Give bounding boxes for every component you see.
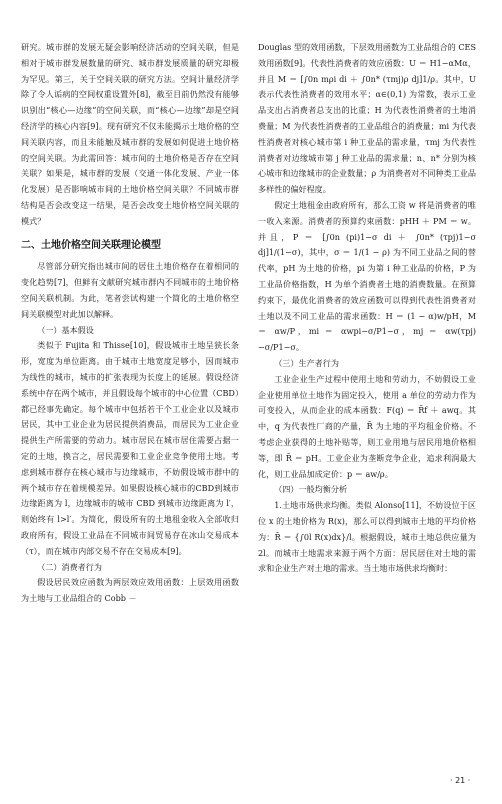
section-intro-paragraph: 尽管部分研究指出城市间的居住土地价格存在着相同的变化趋势[7]，但鲜有文献研究城市群内不同城市的土地价格空间关联机制。为此，笔者尝试构建一个简化的土地价格空间关联模型对此加以解释。 [21, 261, 239, 319]
right-column [258, 40, 476, 577]
subheading-basic-assumptions: （一）基本假设 [37, 324, 94, 335]
producer-paragraph: 工业企业生产过程中使用土地和劳动力，不妨假设工业企业使用单位土地作为固定投入，使用 a 单位的劳动力作为可变投入，从而企业的成本函数：F(q) ＝ R̄f ＋ awq。其中，q 为代表性厂商的产量，R̄ 为土地的平均租金价格。不考虑企业获得的土地补贴等，则工业用地与居民用地价格相等，即 R̄ ＝ pH。工业企业为垄断竞争企业，追求利润最大化，则工业品加成定价：p ＝ aw/ρ。 [258, 373, 476, 479]
left-column [21, 40, 239, 607]
utility-function-paragraph: Douglas 型的效用函数，下层效用函数为工业品组合的 CES 效用函数[9]。代表性消费者的效应函数：U ＝ H1−αMα，并且 M ＝ [∫0n mρi di ＋ ∫0n* (τmj)ρ dj]1/ρ。其中，U 表示代表性消费者的效用水平；α∈(0,1) 为常数，表示工业品支出占消费者总支出的比重；H 为代表性消费者的土地消费量；M 为代表性消费者的工业品组合的消费量；mi 为代表性消费者对核心城市第 i 种工业品的需求量，τmj 为代表性消费者对边缘城市第 j 种工业品的需求量；n、n* 分别为核心城市和边缘城市的企业数量；ρ 为消费者对不同种类工业品多样性的偏好程度。 [258, 42, 476, 195]
land-market-paragraph: 1.土地市场供求均衡。类似 Alonso[11]，不妨设位于区位 x 的土地价格为 R(x)，那么可以得到城市土地的平均价格为：R̄ ＝ {∫0l R(x)dx}/l。根据假设，城市土地总供应量为 2l。而城市土地需求来源于两个方面：居民居住对土地的需求和企业生产对土地的需求。当土地市场供求均衡时： [258, 500, 476, 574]
budget-constraint-paragraph: 假定土地租金由政府所有，那么工资 w 将是消费者的唯一收入来源。消费者的预算约束函数：pHH ＋ PM ＝ w。并且，P ＝ [∫0n (pi)1−σ di ＋ ∫0n* (τpj)1−σ dj]1/(1−σ)，其中，σ ＝ 1/(1 − ρ) 为不同工业品之间的替代率，pH 为土地的价格，pi 为第 i 种工业品的价格，P 为工业品价格指数，H 为单个消费者土地的消费数量。在预算约束下，最优化消费者的效应函数可以得到代表性消费者对土地以及不同工业品的需求函数：H ＝ (1 − α)w/pH，M ＝ αw/P，mi ＝ αwpi−σ/P1−σ，mj ＝ αw(τpj)−σ/P1−σ。 [258, 199, 476, 353]
assumption-paragraph: 类似于 Fujita 和 Thisse[10]，假设城市土地呈狭长条形，宽度为单位距离。由于城市土地宽度足够小，因而城市为线性的城市，城市的扩张表现为长度上的延展。假设经济系统中存在两个城市，并且假设每个城市的中心位置（CBD）都已经事先确定。每个城市中包括若干个工业企业以及城市居民，其中工业企业为居民提供消费品，而居民为工业企业提供生产所需要的劳动力。城市居民在城市居住需要占据一定的土地，换言之，居民需要和工业企业竞争使用土地。考虑到城市群存在核心城市与边缘城市，不妨假设城市群中的两个城市存在着规模差异。如果假设核心城市的CBD到城市边缘距离为 l，边缘城市的城市 CBD 到城市边缘距离为 l′，则始终有 l>l′。为简化，假设所有的土地租金收入全部收归政府所有，假设工业品在不同城市间贸易存在冰山交易成本（τ），而在城市内部交易不存在交易成本[9]。 [21, 340, 239, 556]
intro-paragraph: 研究。城市群的发展无疑会影响经济活动的空间关联，但是相对于城市群发展数量的研究、城市群发展质量的研究却极为罕见。第三，关于空间关联的研究方法。空间计量经济学除了令人诟病的空间权重设置外[8]，截至目前仍然没有能够识别出“核心—边缘”的空间关联，而“核心—边缘”却是空间经济学的核心内容[9]。现有研究不仅未能揭示土地价格的空间关联内容，而且未能触及城市群的发展如何促进土地价格的空间关联。为此需回答：城市间的土地价格是否存在空间关联？如果是，城市群的发展（交通一体化发展、产业一体化发展）是否影响城市间的土地价格空间关联？不同城市群结构是否会改变这一结果，是否会改变土地价格空间关联的模式？ [21, 42, 239, 226]
page-number: · 21 · [450, 776, 471, 785]
subheading-consumer-behavior: （二）消费者行为 [37, 561, 102, 572]
section-heading: 二、土地价格空间关联理论模型 [21, 239, 161, 251]
subheading-equilibrium: （四）一般均衡分析 [274, 484, 348, 495]
subheading-producer-behavior: （三）生产者行为 [274, 357, 339, 368]
consumer-paragraph: 假设居民效应函数为两层效应效用函数：上层效用函数为土地与工业品组合的 Cobb － [21, 577, 239, 604]
